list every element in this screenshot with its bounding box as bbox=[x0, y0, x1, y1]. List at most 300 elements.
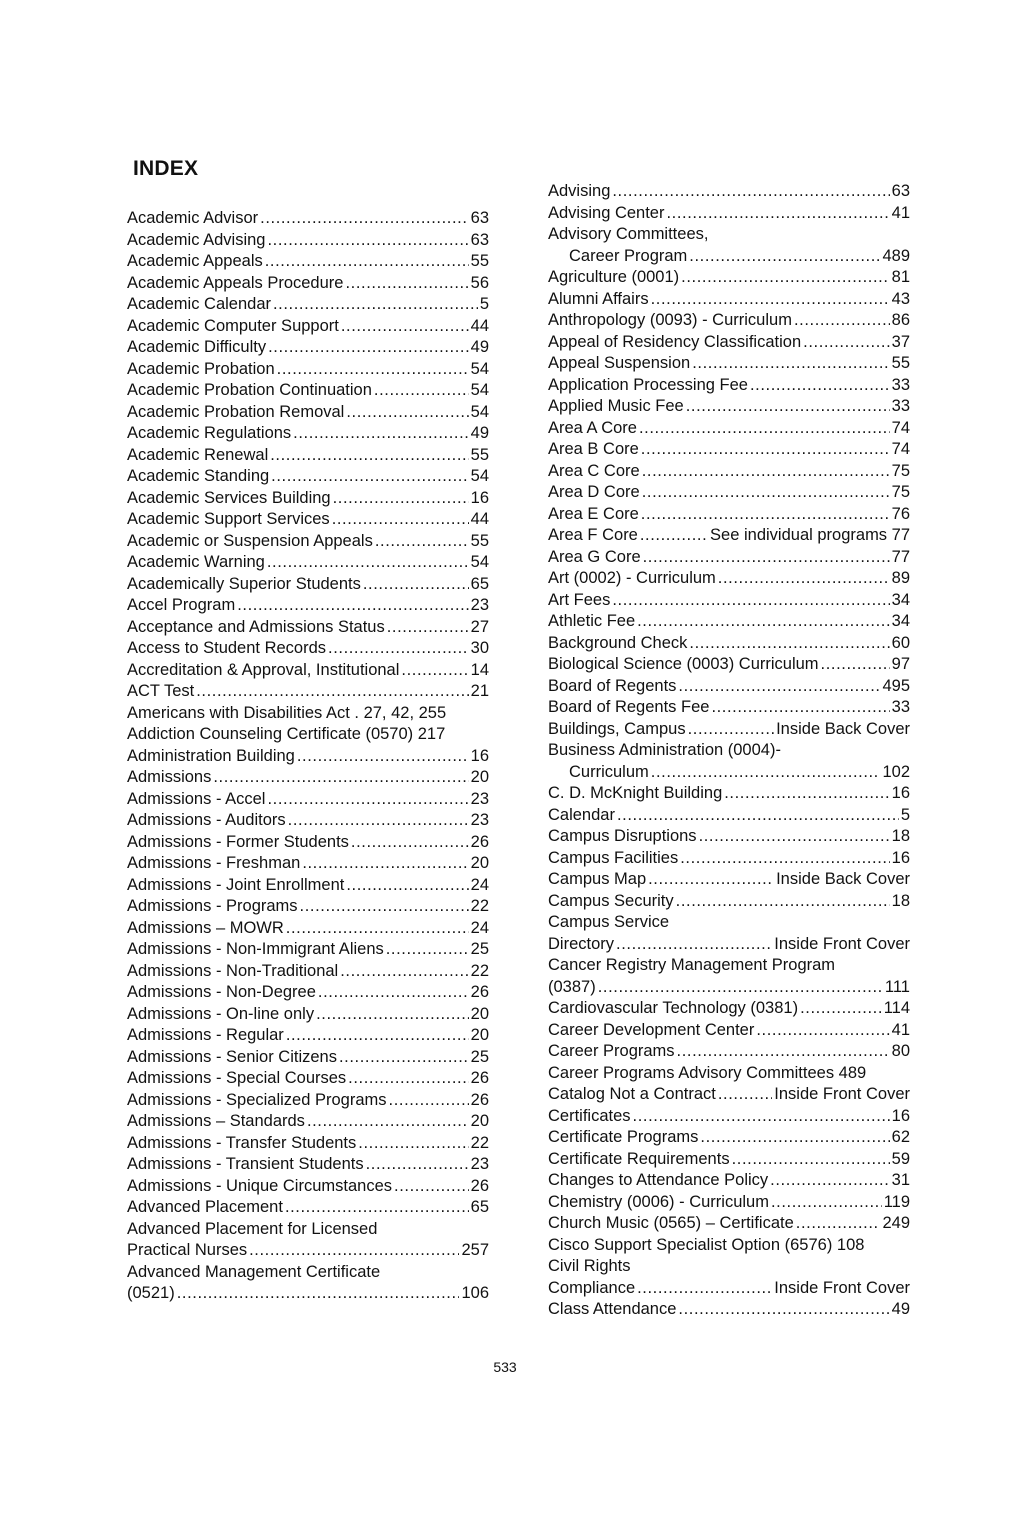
index-entry bbox=[127, 251, 489, 273]
index-entry-label: Campus Service bbox=[548, 913, 670, 931]
index-entry bbox=[548, 504, 910, 526]
index-entry-label: Business Administration (0004)- bbox=[548, 741, 781, 759]
index-entry-page: Inside Back Cover bbox=[776, 719, 910, 738]
index-entry-page: 54 bbox=[470, 553, 489, 571]
index-entry-page: 49 bbox=[470, 424, 489, 442]
dot-leader bbox=[821, 654, 890, 676]
index-entry bbox=[548, 418, 910, 440]
index-entry-label: Civil Rights bbox=[548, 1257, 631, 1275]
index-entry-page: 54 bbox=[470, 359, 489, 378]
index-entry-label: Buildings, Campus bbox=[548, 719, 686, 738]
index-entry-page: 25 bbox=[470, 1047, 489, 1066]
dot-leader bbox=[277, 359, 469, 381]
dot-leader bbox=[648, 869, 774, 891]
index-entry-page: 55 bbox=[470, 445, 489, 464]
index-entry-label: Compliance bbox=[548, 1278, 636, 1297]
dot-leader bbox=[616, 934, 772, 956]
index-entry-label: Certificates bbox=[548, 1106, 631, 1125]
index-entry-page: 21 bbox=[470, 682, 489, 700]
dot-leader bbox=[637, 1278, 772, 1300]
index-entry bbox=[548, 848, 910, 870]
index-entry-page: Inside Back Cover bbox=[776, 870, 910, 888]
index-entry bbox=[127, 1025, 489, 1047]
dot-leader bbox=[300, 896, 469, 918]
index-entry-label: Applied Music Fee bbox=[548, 397, 684, 415]
dot-leader bbox=[688, 719, 775, 741]
index-entry-label: Academic Calendar bbox=[127, 295, 271, 313]
dot-leader bbox=[348, 1068, 468, 1090]
index-entry bbox=[127, 380, 489, 402]
index-entry bbox=[127, 746, 489, 768]
index-entry-page: 22 bbox=[470, 961, 489, 980]
index-entry bbox=[548, 1063, 910, 1085]
dot-leader bbox=[651, 762, 881, 784]
index-entry-label: Directory bbox=[548, 934, 615, 953]
index-entry-label: Admissions - Programs bbox=[127, 897, 298, 915]
index-entry bbox=[548, 547, 910, 569]
index-entry bbox=[127, 896, 489, 918]
index-entry bbox=[548, 1192, 910, 1214]
index-entry bbox=[127, 531, 489, 553]
index-entry-label: Academic Services Building bbox=[127, 488, 331, 507]
index-entry-label: Catalog Not a Contract bbox=[548, 1085, 716, 1103]
index-entry-page: 22 bbox=[470, 1133, 489, 1152]
dot-leader bbox=[678, 1299, 889, 1321]
index-entry-page: 55 bbox=[470, 252, 489, 270]
index-entry-label: Acceptance and Admissions Status bbox=[127, 617, 385, 636]
index-entry-page: 16 bbox=[891, 1106, 910, 1125]
index-entry-page: 24 bbox=[470, 918, 489, 937]
index-entry-page: 76 bbox=[891, 504, 910, 523]
index-entry bbox=[548, 224, 910, 246]
index-column-right bbox=[548, 181, 910, 1321]
index-entry bbox=[548, 611, 910, 633]
index-entry bbox=[548, 1213, 910, 1235]
index-entry-label: Admissions - Transient Students bbox=[127, 1155, 364, 1173]
dot-leader bbox=[358, 1133, 468, 1155]
index-entry-label: Academic Computer Support bbox=[127, 316, 339, 335]
index-entry bbox=[548, 590, 910, 612]
dot-leader bbox=[598, 977, 883, 999]
index-entry bbox=[127, 402, 489, 424]
index-entry-page: 44 bbox=[470, 510, 489, 528]
index-entry-page: 25 bbox=[470, 940, 489, 958]
index-entry bbox=[127, 918, 489, 940]
index-entry-page: 16 bbox=[470, 488, 489, 507]
index-entry-label: Application Processing Fee bbox=[548, 375, 748, 394]
index-entry bbox=[548, 375, 910, 397]
dot-leader bbox=[651, 289, 890, 311]
index-entry-label: Academic Probation Removal bbox=[127, 402, 345, 421]
index-entry-page: 49 bbox=[470, 338, 489, 356]
index-entry bbox=[127, 617, 489, 639]
index-entry bbox=[548, 869, 910, 891]
index-entry-label: Academic Renewal bbox=[127, 445, 269, 464]
index-entry bbox=[127, 359, 489, 381]
dot-leader bbox=[678, 676, 880, 698]
index-entry bbox=[127, 789, 489, 811]
dot-leader bbox=[732, 1149, 890, 1171]
index-entry-page: 74 bbox=[891, 418, 910, 437]
index-entry bbox=[548, 934, 910, 956]
dot-leader bbox=[351, 832, 469, 854]
index-entry-label: Academic Probation bbox=[127, 359, 275, 378]
index-entry-label: Admissions - Accel bbox=[127, 789, 266, 808]
index-entry bbox=[127, 423, 489, 445]
index-entry-label: Admissions - Joint Enrollment bbox=[127, 875, 345, 894]
index-entry-label: C. D. McKnight Building bbox=[548, 784, 723, 802]
index-entry-page: 65 bbox=[470, 1198, 489, 1216]
index-entry-label: Admissions - Senior Citizens bbox=[127, 1047, 337, 1066]
index-entry bbox=[548, 998, 910, 1020]
index-entry-page: 43 bbox=[891, 289, 910, 308]
index-entry bbox=[548, 977, 910, 999]
dot-leader bbox=[288, 810, 469, 832]
index-entry-page: 62 bbox=[891, 1128, 910, 1146]
index-entry-page: 86 bbox=[891, 311, 910, 329]
index-entry bbox=[548, 697, 910, 719]
dot-leader bbox=[389, 1090, 469, 1112]
index-entry-label: Area C Core bbox=[548, 461, 640, 480]
index-entry-page: 22 bbox=[470, 897, 489, 915]
index-entry bbox=[548, 203, 910, 225]
index-entry-label: Academic Probation Continuation bbox=[127, 381, 372, 399]
index-entry-page: 74 bbox=[891, 440, 910, 458]
index-entry bbox=[127, 1090, 489, 1112]
index-entry-label: Advanced Placement for Licensed bbox=[127, 1219, 378, 1238]
dot-leader bbox=[689, 246, 880, 268]
index-entry bbox=[127, 1068, 489, 1090]
index-entry-page: 26 bbox=[470, 1069, 489, 1087]
index-entry bbox=[548, 783, 910, 805]
index-entry bbox=[548, 267, 910, 289]
index-entry-label: Admissions - Specialized Programs bbox=[127, 1090, 387, 1109]
dot-leader bbox=[293, 423, 468, 445]
index-entry bbox=[127, 1197, 489, 1219]
index-entry-label: Athletic Fee bbox=[548, 612, 636, 630]
dot-leader bbox=[273, 294, 478, 316]
index-entry-page: 26 bbox=[470, 983, 489, 1001]
dot-leader bbox=[328, 638, 469, 660]
dot-leader bbox=[643, 547, 890, 569]
index-entry-label: Church Music (0565) – Certificate bbox=[548, 1214, 794, 1232]
index-entry bbox=[548, 332, 910, 354]
index-entry-page: 24 bbox=[470, 875, 489, 894]
index-entry-label: Academic or Suspension Appeals bbox=[127, 531, 373, 550]
index-entry-label: Academic Warning bbox=[127, 553, 265, 571]
index-entry-page: 16 bbox=[891, 848, 910, 867]
index-entry-label: Certificate Requirements bbox=[548, 1149, 730, 1168]
index-entry-label: Admissions – MOWR bbox=[127, 918, 284, 937]
index-entry-page: 14 bbox=[470, 660, 489, 679]
dot-leader bbox=[363, 574, 469, 596]
index-entry-label: Background Check bbox=[548, 633, 688, 652]
index-entry-label: Academic Support Services bbox=[127, 510, 330, 528]
index-entry-page: 119 bbox=[883, 1192, 910, 1211]
index-entry-page: 37 bbox=[891, 332, 910, 351]
dot-leader bbox=[387, 617, 469, 639]
index-entry bbox=[548, 439, 910, 461]
index-entry-label: Advising Center bbox=[548, 203, 665, 222]
index-entry-label: Academic Difficulty bbox=[127, 338, 267, 356]
dot-leader bbox=[689, 633, 889, 655]
dot-leader bbox=[699, 826, 890, 848]
index-entry-label: Advisory Committees, bbox=[548, 225, 709, 243]
index-entry-page: 41 bbox=[891, 1020, 910, 1039]
dot-leader bbox=[692, 353, 889, 375]
index-entry bbox=[127, 1283, 489, 1305]
index-entry-page: See individual programs 77 bbox=[710, 526, 910, 544]
index-entry-label: Art Fees bbox=[548, 590, 611, 609]
index-entry-page: 33 bbox=[891, 397, 910, 415]
index-entry bbox=[548, 1084, 910, 1106]
index-entry bbox=[127, 337, 489, 359]
index-entry-label: ACT Test bbox=[127, 682, 195, 700]
index-entry bbox=[127, 466, 489, 488]
dot-leader bbox=[686, 396, 890, 418]
index-entry bbox=[548, 1170, 910, 1192]
index-entry bbox=[127, 595, 489, 617]
dot-leader bbox=[249, 1240, 459, 1262]
index-entry bbox=[548, 891, 910, 913]
index-entry bbox=[127, 832, 489, 854]
index-entry-label: Changes to Attendance Policy bbox=[548, 1171, 769, 1189]
dot-leader bbox=[265, 251, 469, 273]
index-entry bbox=[548, 955, 910, 977]
index-entry-page: 26 bbox=[470, 832, 489, 851]
index-entry-label: Appeal of Residency Classification bbox=[548, 332, 802, 351]
index-entry bbox=[548, 1235, 910, 1257]
index-entry bbox=[127, 961, 489, 983]
index-entry bbox=[127, 660, 489, 682]
dot-leader bbox=[666, 203, 889, 225]
dot-leader bbox=[771, 1192, 882, 1214]
dot-leader bbox=[633, 1106, 890, 1128]
index-entry-label: Academic Standing bbox=[127, 467, 270, 485]
index-entry bbox=[548, 246, 910, 268]
index-entry-label: (0387) bbox=[548, 977, 596, 996]
index-entry-label: Advising bbox=[548, 182, 611, 200]
dot-leader bbox=[339, 1047, 469, 1069]
dot-leader bbox=[375, 531, 469, 553]
index-entry-page: 5 bbox=[479, 295, 489, 313]
dot-leader bbox=[302, 853, 468, 875]
index-entry-label: Americans with Disabilities Act . 27, 42, 255 bbox=[127, 703, 447, 722]
index-entry-page: 27 bbox=[470, 617, 489, 636]
index-entry bbox=[548, 1127, 910, 1149]
index-heading: INDEX bbox=[133, 157, 199, 180]
index-entry-page: 5 bbox=[900, 805, 910, 824]
index-entry-page: 89 bbox=[891, 569, 910, 587]
index-entry bbox=[127, 294, 489, 316]
dot-leader bbox=[681, 267, 889, 289]
index-entry-label: Cancer Registry Management Program bbox=[548, 956, 836, 974]
index-entry-page: 54 bbox=[470, 467, 489, 485]
index-entry-page: 44 bbox=[470, 316, 489, 335]
index-entry-label: Art (0002) - Curriculum bbox=[548, 569, 716, 587]
index-entry-label: Class Attendance bbox=[548, 1300, 677, 1318]
index-entry-page: 23 bbox=[470, 811, 489, 829]
index-column-left bbox=[127, 208, 489, 1305]
dot-leader bbox=[724, 783, 889, 805]
index-entry-page: 111 bbox=[884, 977, 910, 996]
index-entry bbox=[127, 574, 489, 596]
index-entry-page: 495 bbox=[882, 676, 910, 695]
index-entry-page: 114 bbox=[883, 999, 910, 1017]
index-entry-page: 75 bbox=[891, 461, 910, 480]
index-entry-page: 34 bbox=[891, 612, 910, 630]
index-entry bbox=[548, 1278, 910, 1300]
index-entry-label: Admissions - Unique Circumstances bbox=[127, 1176, 393, 1195]
index-entry bbox=[548, 396, 910, 418]
index-entry-page: 63 bbox=[470, 209, 489, 227]
index-entry-label: Advanced Placement bbox=[127, 1198, 283, 1216]
index-entry-label: Practical Nurses bbox=[127, 1241, 248, 1259]
index-entry-label: Agriculture (0001) bbox=[548, 268, 680, 286]
index-entry-label: Admissions - Freshman bbox=[127, 854, 301, 872]
index-entry bbox=[127, 488, 489, 510]
dot-leader bbox=[612, 590, 889, 612]
index-entry-page: 63 bbox=[891, 182, 910, 200]
index-entry-label: Area B Core bbox=[548, 440, 639, 458]
index-entry-label: Addiction Counseling Certificate (0570) 217 bbox=[127, 725, 446, 743]
index-entry-label: Board of Regents bbox=[548, 676, 677, 695]
dot-leader bbox=[285, 1197, 469, 1219]
index-entry bbox=[127, 875, 489, 897]
index-entry-page: 77 bbox=[891, 547, 910, 566]
index-entry-page: 26 bbox=[470, 1176, 489, 1195]
index-entry bbox=[127, 1004, 489, 1026]
index-entry-page: 63 bbox=[470, 230, 489, 249]
index-entry bbox=[548, 805, 910, 827]
dot-leader bbox=[803, 332, 890, 354]
dot-leader bbox=[700, 1127, 889, 1149]
index-entry-label: Academically Superior Students bbox=[127, 574, 361, 593]
index-entry-page: 31 bbox=[891, 1171, 910, 1189]
dot-leader bbox=[677, 1041, 890, 1063]
index-entry-label: Admissions - Auditors bbox=[127, 811, 286, 829]
index-entry-page: 97 bbox=[891, 655, 910, 673]
index-entry bbox=[548, 1041, 910, 1063]
dot-leader bbox=[641, 439, 890, 461]
dot-leader bbox=[718, 568, 890, 590]
index-entry bbox=[548, 762, 910, 784]
index-entry-page: 65 bbox=[470, 574, 489, 593]
index-entry-page: 20 bbox=[470, 768, 489, 786]
index-entry-page: 20 bbox=[470, 1004, 489, 1023]
index-entry bbox=[548, 568, 910, 590]
index-entry-label: Career Development Center bbox=[548, 1020, 755, 1039]
index-entry-label: Biological Science (0003) Curriculum bbox=[548, 655, 819, 673]
index-entry-page: 75 bbox=[891, 483, 910, 501]
index-entry-label: Academic Advising bbox=[127, 230, 266, 249]
index-entry bbox=[548, 310, 910, 332]
index-entry-page: 54 bbox=[470, 381, 489, 399]
index-entry bbox=[548, 1020, 910, 1042]
index-entry bbox=[127, 703, 489, 725]
index-entry-page: 18 bbox=[891, 827, 910, 845]
index-entry bbox=[127, 230, 489, 252]
index-entry bbox=[548, 525, 910, 547]
index-entry-label: (0521) bbox=[127, 1284, 175, 1302]
index-entry bbox=[127, 1154, 489, 1176]
index-entry bbox=[127, 939, 489, 961]
dot-leader bbox=[346, 402, 468, 424]
index-entry-page: 16 bbox=[470, 746, 489, 765]
dot-leader bbox=[270, 445, 468, 467]
index-entry bbox=[127, 853, 489, 875]
index-entry-label: Cisco Support Specialist Option (6576) 108 bbox=[548, 1235, 865, 1254]
index-entry bbox=[127, 552, 489, 574]
index-entry-label: Calendar bbox=[548, 805, 615, 824]
dot-leader bbox=[316, 1004, 469, 1026]
index-entry-page: 23 bbox=[470, 1155, 489, 1173]
index-entry-label: Area G Core bbox=[548, 547, 641, 566]
index-entry-page: 34 bbox=[891, 590, 910, 609]
index-entry bbox=[127, 724, 489, 746]
dot-leader bbox=[286, 1025, 469, 1047]
dot-leader bbox=[196, 681, 468, 703]
dot-leader bbox=[794, 310, 890, 332]
index-entry-page: 489 bbox=[882, 246, 910, 265]
index-entry bbox=[127, 316, 489, 338]
index-entry-label: Admissions - Non-Degree bbox=[127, 983, 316, 1001]
dot-leader bbox=[268, 337, 469, 359]
index-entry-label: Admissions - Regular bbox=[127, 1026, 284, 1044]
index-entry-page: 33 bbox=[891, 698, 910, 716]
index-entry-page: 80 bbox=[891, 1042, 910, 1060]
index-entry bbox=[127, 273, 489, 295]
index-entry-label: Anthropology (0093) - Curriculum bbox=[548, 311, 792, 329]
index-entry bbox=[548, 719, 910, 741]
index-entry-page: 23 bbox=[470, 596, 489, 614]
index-entry-page: 20 bbox=[470, 1026, 489, 1044]
dot-leader bbox=[642, 482, 890, 504]
index-entry-label: Academic Appeals bbox=[127, 252, 263, 270]
index-entry bbox=[127, 208, 489, 230]
index-entry-label: Admissions - Special Courses bbox=[127, 1069, 347, 1087]
dot-leader bbox=[770, 1170, 889, 1192]
index-entry bbox=[127, 1133, 489, 1155]
index-entry-label: Cardiovascular Technology (0381) bbox=[548, 999, 799, 1017]
index-entry-page: 60 bbox=[891, 633, 910, 652]
dot-leader bbox=[642, 461, 890, 483]
index-entry-label: Certificate Programs bbox=[548, 1128, 699, 1146]
index-entry-page: 257 bbox=[461, 1241, 489, 1259]
index-entry bbox=[548, 1149, 910, 1171]
index-entry-label: Admissions - Transfer Students bbox=[127, 1133, 357, 1152]
index-entry-label: Chemistry (0006) - Curriculum bbox=[548, 1192, 769, 1211]
dot-leader bbox=[297, 746, 469, 768]
index-entry bbox=[127, 982, 489, 1004]
index-entry-page: 16 bbox=[891, 784, 910, 802]
index-entry-label: Career Program bbox=[569, 246, 688, 265]
index-entry-label: Admissions - Former Students bbox=[127, 832, 349, 851]
index-entry-page: 20 bbox=[470, 1112, 489, 1130]
dot-leader bbox=[386, 939, 469, 961]
index-entry-page: 49 bbox=[891, 1300, 910, 1318]
index-entry-page: 55 bbox=[470, 531, 489, 550]
index-entry-label: Area D Core bbox=[548, 483, 640, 501]
dot-leader bbox=[267, 789, 468, 811]
index-entry bbox=[548, 461, 910, 483]
dot-leader bbox=[612, 181, 889, 203]
index-entry-label: Admissions - Non-Traditional bbox=[127, 961, 339, 980]
dot-leader bbox=[268, 230, 469, 252]
index-entry-label: Administration Building bbox=[127, 746, 295, 765]
dot-leader bbox=[401, 660, 468, 682]
index-entry-page: 33 bbox=[891, 375, 910, 394]
